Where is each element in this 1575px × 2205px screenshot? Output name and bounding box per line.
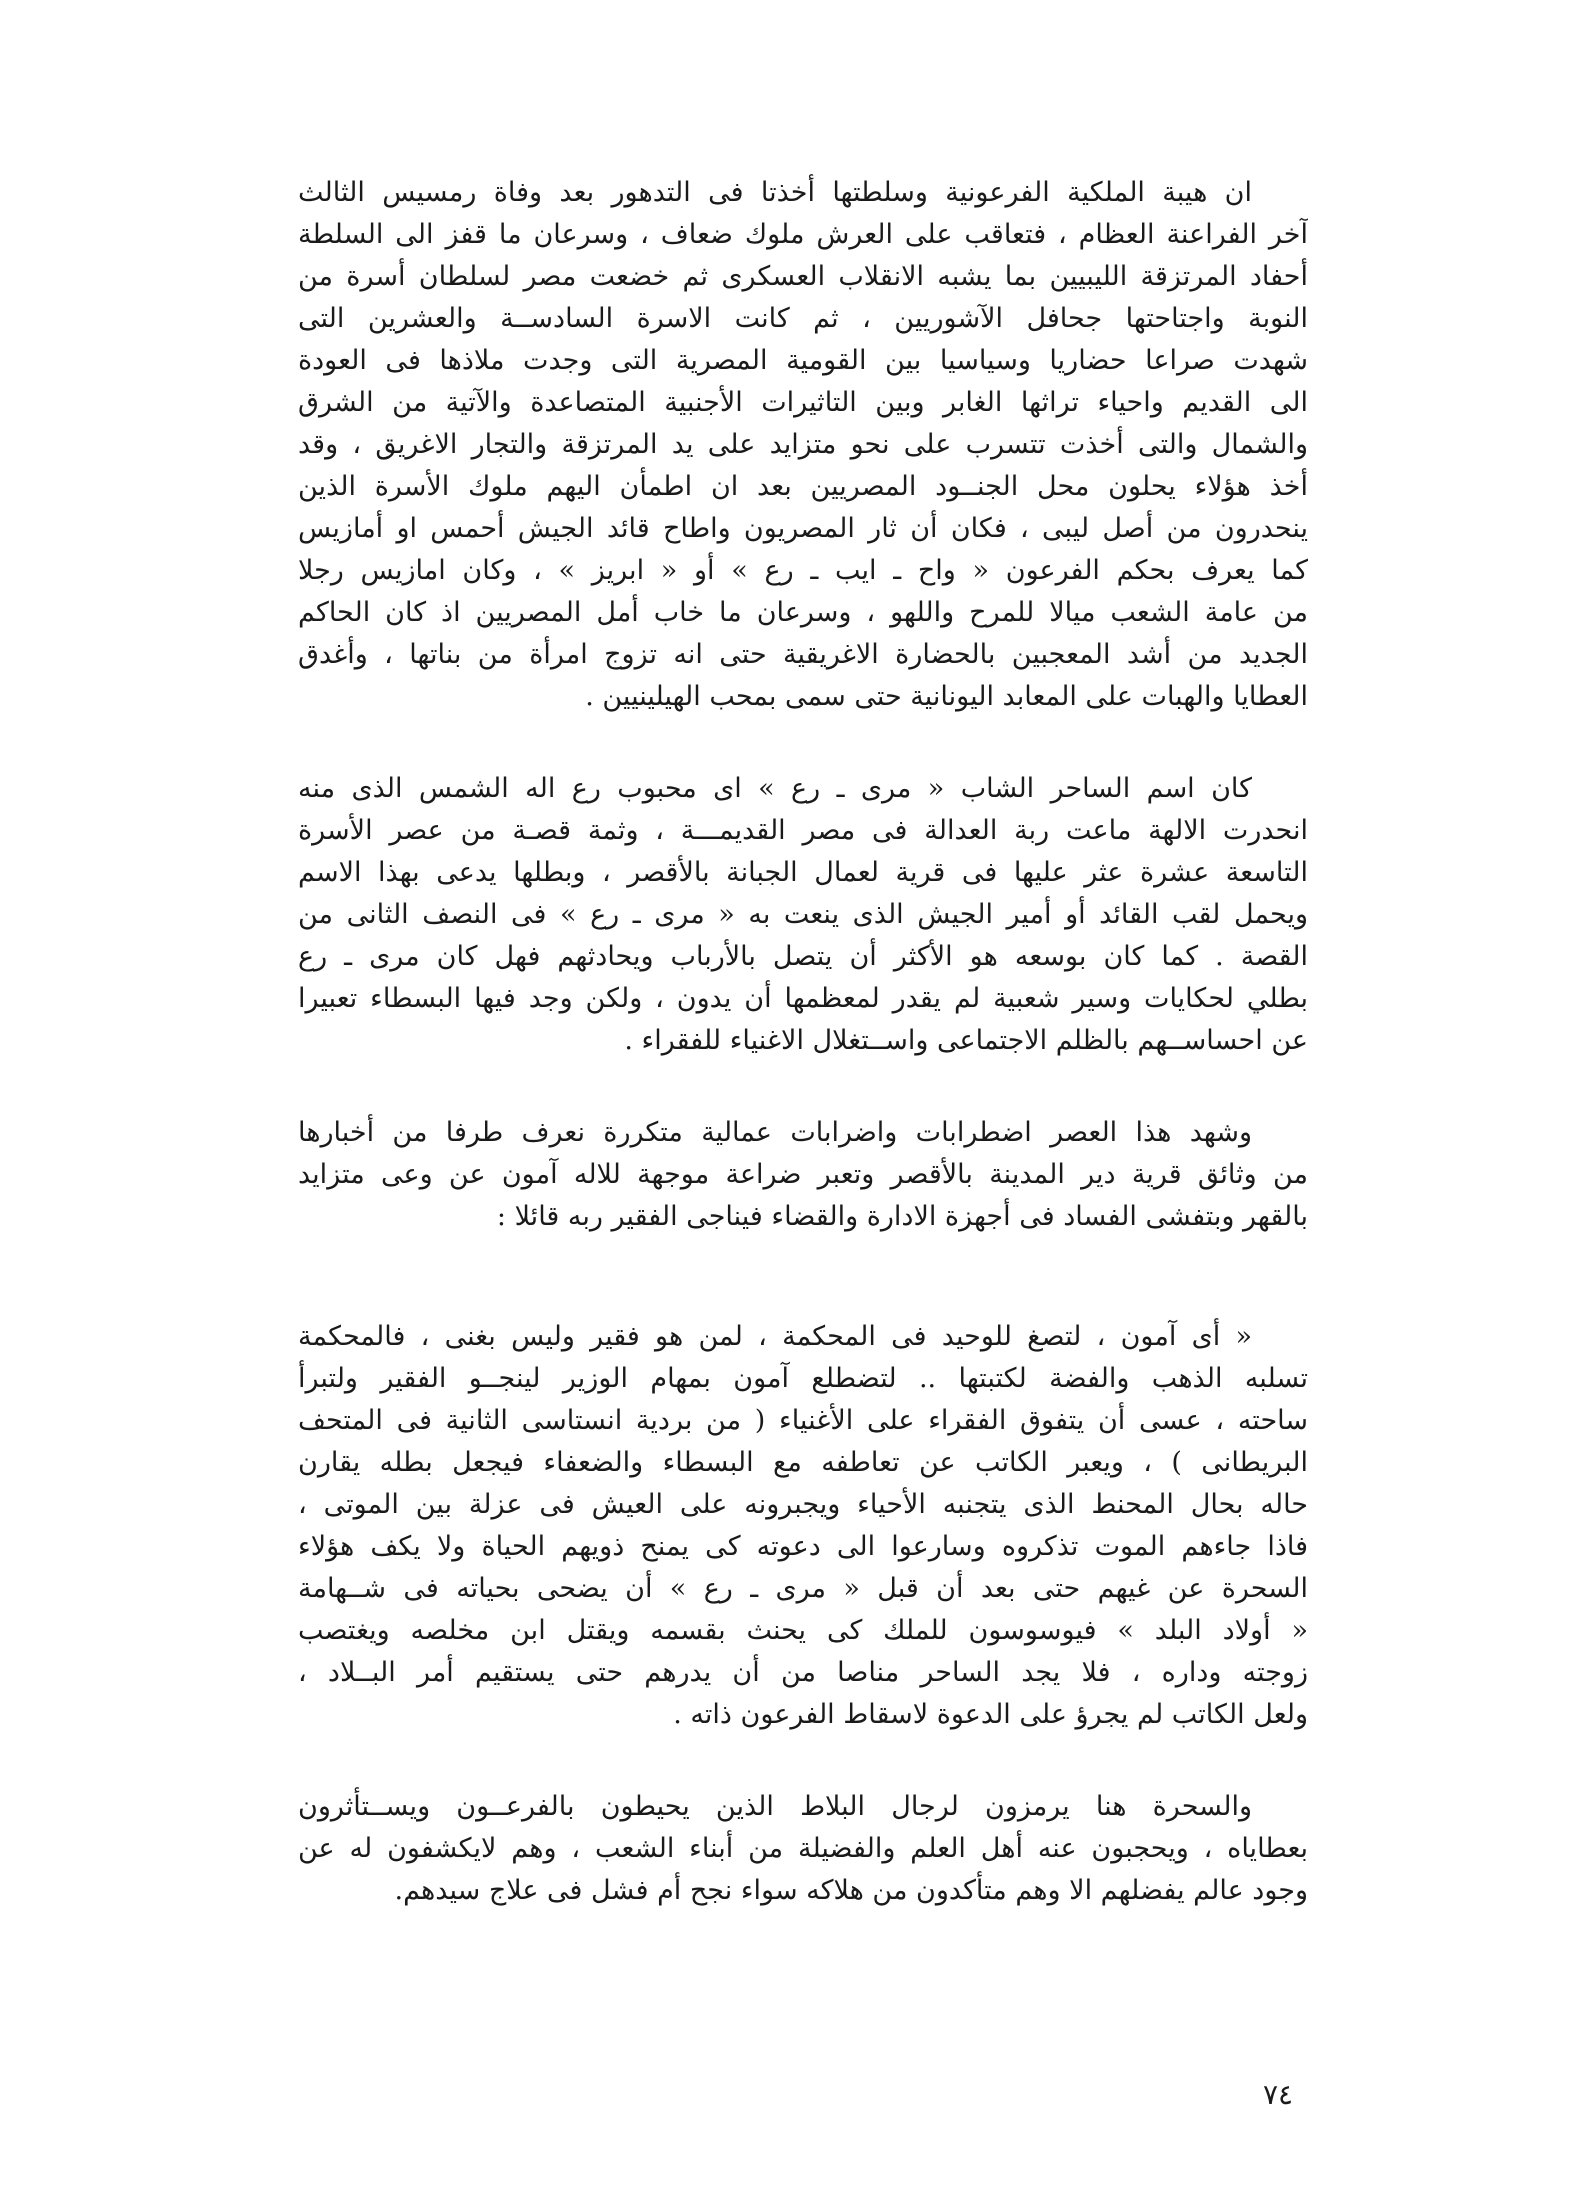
text-line: العطايا والهبات على المعابد اليونانية حتى سمى بمحب الهيلينيين . xyxy=(585,681,1308,712)
text-line: « أولاد البلد » فيوسوسون للملك كى يحنث بقسمه ويقتل ابن مخلصه ويغتصب xyxy=(298,1615,1308,1646)
body-text xyxy=(298,172,1308,1912)
text-line: من عامة الشعب ميالا للمرح واللهو ، وسرعان ما خاب أمل المصريين اذ كان الحاكم xyxy=(298,597,1308,628)
text-line: ساحته ، عسى أن يتفوق الفقراء على الأغنياء ( من بردية انستاسى الثانية فى المتحف xyxy=(298,1405,1308,1436)
text-line: القصة . كما كان بوسعه هو الأكثر أن يتصل بالأرباب ويحادثهم فهل كان مرى ـ رع xyxy=(298,941,1308,972)
text-line: كما يعرف بحكم الفرعون « واح ـ ايب ـ رع » أو « ابريز » ، وكان امازيس رجلا xyxy=(298,555,1308,586)
paragraph-3 xyxy=(298,1112,1308,1238)
paragraph-4-quotation xyxy=(298,1316,1308,1736)
text-line: أخذ هؤلاء يحلون محل الجنــود المصريين بعد ان اطمأن اليهم ملوك الأسرة الذين xyxy=(298,471,1308,502)
text-line: ويحمل لقب القائد أو أمير الجيش الذى ينعت به « مرى ـ رع » فى النصف الثانى من xyxy=(298,899,1308,930)
text-line: « أى آمون ، لتصغ للوحيد فى المحكمة ، لمن هو فقير وليس بغنى ، فالمحكمة xyxy=(298,1321,1252,1352)
text-line: ولعل الكاتب لم يجرؤ على الدعوة لاسقاط الفرعون ذاته . xyxy=(673,1699,1308,1730)
text-line: زوجته وداره ، فلا يجد الساحر مناصا من أن يدرهم حتى يستقيم أمر البــلاد ، xyxy=(298,1657,1308,1688)
text-line: بالقهر وبتفشى الفساد فى أجهزة الادارة والقضاء فيناجى الفقير ربه قائلا : xyxy=(496,1201,1308,1232)
text-line: وشهد هذا العصر اضطرابات واضرابات عمالية متكررة نعرف طرفا من أخبارها xyxy=(298,1117,1252,1148)
text-line: أحفاد المرتزقة الليبيين بما يشبه الانقلاب العسكرى ثم خضعت مصر لسلطان أسرة من xyxy=(298,261,1308,292)
text-line: من وثائق قرية دير المدينة بالأقصر وتعبر ضراعة موجهة للاله آمون عن وعى متزايد xyxy=(298,1159,1308,1190)
text-line: الى القديم واحياء تراثها الغابر وبين التاثيرات الأجنبية المتصاعدة والآتية من الشرق xyxy=(298,387,1308,418)
text-line: والشمال والتى أخذت تتسرب على نحو متزايد على يد المرتزقة والتجار الاغريق ، وقد xyxy=(298,429,1308,460)
text-line: تسلبه الذهب والفضة لكتبتها .. لتضطلع آمون بمهام الوزير لينجــو الفقير ولتبرأ xyxy=(298,1363,1308,1394)
text-line: التاسعة عشرة عثر عليها فى قرية لعمال الجبانة بالأقصر ، وبطلها يدعى بهذا الاسم xyxy=(298,857,1308,888)
text-line: ان هيبة الملكية الفرعونية وسلطتها أخذتا فى التدهور بعد وفاة رمسيس الثالث xyxy=(298,177,1252,208)
text-line: بطلي لحكايات وسير شعبية لم يقدر لمعظمها أن يدون ، ولكن وجد فيها البسطاء تعبيرا xyxy=(298,983,1308,1014)
text-line: عن احساســهم بالظلم الاجتماعى واســتغلال الاغنياء للفقراء . xyxy=(624,1025,1308,1056)
text-line: فاذا جاءهم الموت تذكروه وسارعوا الى دعوته كى يمنح ذويهم الحياة ولا يكف هؤلاء xyxy=(298,1531,1308,1562)
text-line: ينحدرون من أصل ليبى ، فكان أن ثار المصريون واطاح قائد الجيش أحمس او أمازيس xyxy=(298,513,1308,544)
text-line: انحدرت الالهة ماعت ربة العدالة فى مصر القديمـــة ، وثمة قصـة من عصر الأسرة xyxy=(298,815,1308,846)
paragraph-1 xyxy=(298,172,1308,718)
text-line: النوبة واجتاحتها جحافل الآشوريين ، ثم كانت الاسرة السادســة والعشرين التى xyxy=(298,303,1308,334)
paragraph-2 xyxy=(298,768,1308,1062)
text-line: شهدت صراعا حضاريا وسياسيا بين القومية المصرية التى وجدت ملاذها فى العودة xyxy=(298,345,1308,376)
text-line: البريطانى ) ، ويعبر الكاتب عن تعاطفه مع البسطاء والضعفاء فيجعل بطله يقارن xyxy=(298,1447,1308,1478)
text-line: السحرة عن غيهم حتى بعد أن قبل « مرى ـ رع » أن يضحى بحياته فى شــهامة xyxy=(298,1573,1308,1604)
text-line: والسحرة هنا يرمزون لرجال البلاط الذين يحيطون بالفرعــون ويســتأثرون xyxy=(298,1791,1252,1822)
text-line: كان اسم الساحر الشاب « مرى ـ رع » اى محبوب رع اله الشمس الذى منه xyxy=(298,773,1252,804)
text-line: بعطاياه ، ويحجبون عنه أهل العلم والفضيلة من أبناء الشعب ، وهم لايكشفون له عن xyxy=(298,1833,1308,1864)
text-line: الجديد من أشد المعجبين بالحضارة الاغريقية حتى انه تزوج امرأة من بناتها ، وأغدق xyxy=(298,639,1308,670)
text-line: حاله بحال المحنط الذى يتجنبه الأحياء ويجبرونه على العيش فى عزلة بين الموتى ، xyxy=(298,1489,1308,1520)
text-line: آخر الفراعنة العظام ، فتعاقب على العرش ملوك ضعاف ، وسرعان ما قفز الى السلطة xyxy=(298,219,1308,250)
page-number: ٧٤ xyxy=(1263,2078,1294,2111)
paragraph-5 xyxy=(298,1786,1308,1912)
text-line: وجود عالم يفضلهم الا وهم متأكدون من هلاكه سواء نجح أم فشل فى علاج سيدهم. xyxy=(394,1875,1308,1906)
